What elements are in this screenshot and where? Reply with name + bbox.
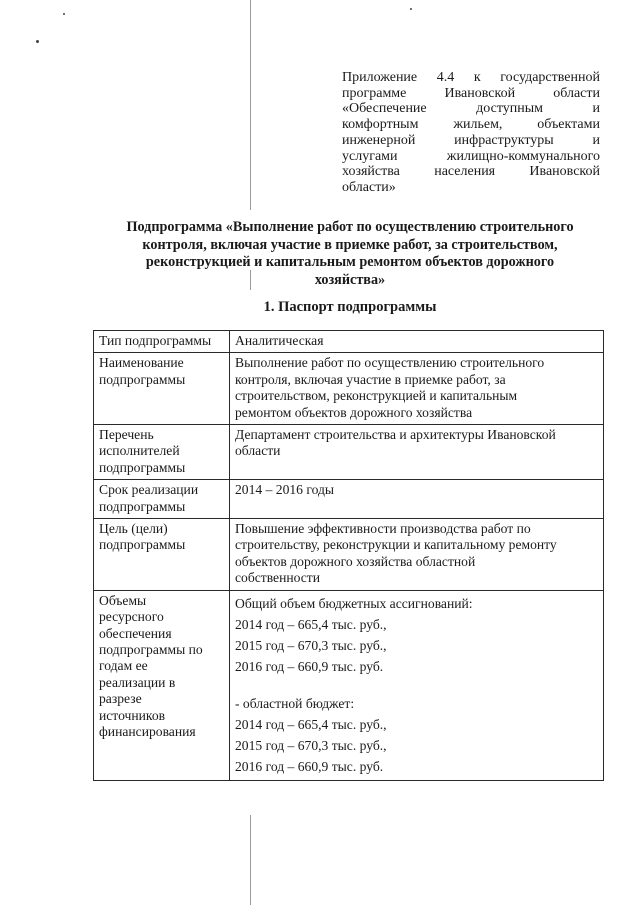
cell-text: подпрограммы по <box>99 641 203 657</box>
cell-text: Срок реализации <box>99 482 199 498</box>
appendix-line: инженерной инфраструктуры и <box>342 132 600 148</box>
cell-text: Наименование <box>99 355 184 371</box>
row-key <box>94 331 230 353</box>
cell-text: подпрограммы <box>99 459 186 475</box>
appendix-line: «Обеспечение доступным и <box>342 101 600 117</box>
cell-text: строительству, реконструкции и капитальному ремонту <box>235 537 557 553</box>
funding-total-label: Общий объем бюджетных ассигнований: <box>235 595 473 611</box>
funding-regional-label: - областной бюджет: <box>235 695 355 711</box>
funding-regional-year: 2014 год – 665,4 тыс. руб., <box>235 716 387 732</box>
cell-text: Перечень <box>99 427 154 443</box>
scan-speck <box>63 13 65 15</box>
cell-text: области <box>235 443 281 459</box>
scan-speck <box>36 40 39 43</box>
funding-regional-year: 2015 год – 670,3 тыс. руб., <box>235 737 387 753</box>
scan-artifact-line-top <box>250 0 251 210</box>
cell-text: финансирования <box>99 723 196 739</box>
cell-text: контроля, включая участие в приемке работ, за <box>235 371 506 387</box>
title-line: контроля, включая участие в приемке работ, за строительством, <box>142 236 558 253</box>
scan-artifact-line-bottom <box>250 815 251 905</box>
passport-table <box>93 330 604 781</box>
cell-text: Повышение эффективности производства работ по <box>235 521 531 537</box>
cell-text: Департамент строительства и архитектуры Ивановской <box>235 427 556 443</box>
row-value <box>230 331 604 353</box>
cell-text: Аналитическая <box>235 333 324 348</box>
cell-text: разрезе <box>99 691 142 707</box>
cell-text: ремонтом объектов дорожного хозяйства <box>235 404 473 420</box>
table-row <box>94 519 604 591</box>
row-key <box>94 353 230 425</box>
appendix-line: области» <box>342 179 396 195</box>
cell-text: ресурсного <box>99 609 164 625</box>
cell-text: источников <box>99 707 166 723</box>
cell-text: собственности <box>235 570 321 586</box>
row-value <box>230 425 604 480</box>
cell-text: реализации в <box>99 674 176 690</box>
cell-text: подпрограммы <box>99 498 186 514</box>
funding-total-year: 2016 год – 660,9 тыс. руб. <box>235 658 384 674</box>
cell-text: годам ее <box>99 658 148 674</box>
row-value <box>230 590 604 780</box>
row-value <box>230 353 604 425</box>
appendix-line: комфортным жильем, объектами <box>342 117 600 133</box>
scan-speck <box>410 8 412 10</box>
cell-text: 2014 – 2016 годы <box>235 482 335 498</box>
funding-total-year: 2014 год – 665,4 тыс. руб., <box>235 616 387 632</box>
title-line: хозяйства» <box>314 271 386 288</box>
subprogram-title <box>100 219 600 289</box>
cell-text: Объемы <box>99 592 147 608</box>
cell-text: подпрограммы <box>99 371 186 387</box>
cell-text: объектов дорожного хозяйства областной <box>235 553 476 569</box>
appendix-note <box>342 70 600 196</box>
cell-text: исполнителей <box>99 443 180 459</box>
table-row <box>94 590 604 780</box>
row-key <box>94 519 230 591</box>
table-row <box>94 331 604 353</box>
funding-regional-year: 2016 год – 660,9 тыс. руб. <box>235 758 384 774</box>
table-row <box>94 353 604 425</box>
cell-text: подпрограммы <box>99 537 186 553</box>
cell-text: обеспечения <box>99 625 172 641</box>
table-row <box>94 480 604 519</box>
row-value <box>230 519 604 591</box>
appendix-line: хозяйства населения Ивановской <box>342 164 600 180</box>
appendix-line: программе Ивановской области <box>342 85 600 101</box>
appendix-line: Приложение 4.4 к государственной <box>342 70 600 85</box>
cell-text: Цель (цели) <box>99 521 168 537</box>
row-key <box>94 480 230 519</box>
row-value <box>230 480 604 519</box>
cell-text: Тип подпрограммы <box>99 333 212 348</box>
section-heading: 1. Паспорт подпрограммы <box>263 299 437 315</box>
table-row <box>94 425 604 480</box>
row-key <box>94 425 230 480</box>
appendix-line: услугами жилищно-коммунального <box>342 148 600 164</box>
row-key <box>94 590 230 780</box>
funding-total-year: 2015 год – 670,3 тыс. руб., <box>235 637 387 653</box>
spacer <box>235 677 599 693</box>
cell-text: Выполнение работ по осуществлению строительного <box>235 355 545 371</box>
title-line: Подпрограмма «Выполнение работ по осуществлению строительного <box>126 219 574 235</box>
title-line: реконструкцией и капитальным ремонтом объектов дорожного <box>145 254 555 271</box>
cell-text: строительством, реконструкцией и капитальным <box>235 388 518 404</box>
